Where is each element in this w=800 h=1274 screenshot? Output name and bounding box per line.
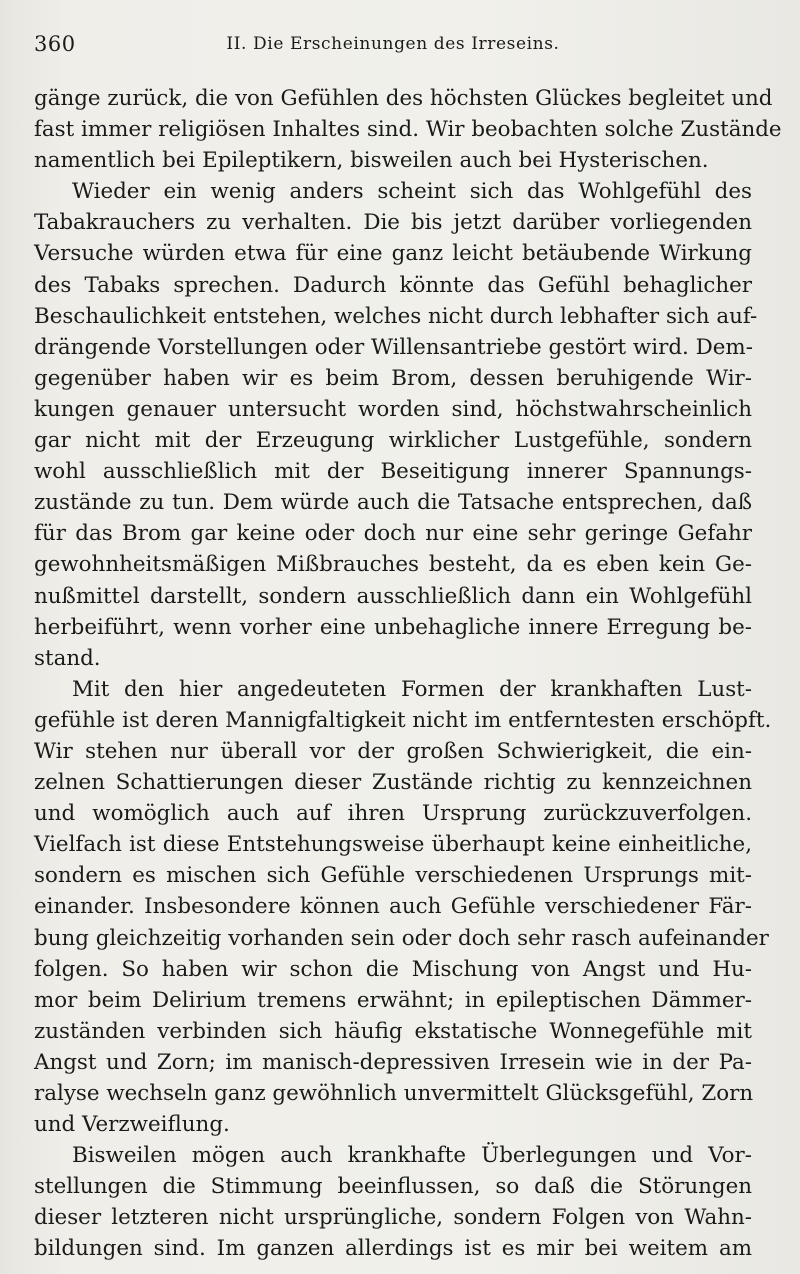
text-line: und Verzweiflung.	[34, 1112, 230, 1138]
text-line: und womöglich auch auf ihren Ursprung zurückzuverfolgen.	[34, 801, 752, 827]
text-line: zustände zu tun. Dem würde auch die Tatsache entsprechen, daß	[34, 490, 752, 516]
text-line: gewohnheitsmäßigen Mißbrauches besteht, da es eben kein Ge-	[34, 552, 752, 578]
text-line: zelnen Schattierungen dieser Zustände richtig zu kennzeichnen	[34, 770, 752, 796]
text-line: Wieder ein wenig anders scheint sich das Wohlgefühl des	[72, 179, 752, 205]
text-line: mor beim Delirium tremens erwähnt; in epileptischen Dämmer-	[34, 987, 752, 1013]
text-line: stand.	[34, 645, 101, 671]
text-line: nußmittel darstellt, sondern ausschließlich dann ein Wohlgefühl	[34, 583, 752, 609]
text-line: Beschaulichkeit entstehen, welches nicht durch lebhafter sich auf-	[34, 303, 758, 329]
text-line: für das Brom gar keine oder doch nur eine sehr geringe Gefahr	[34, 521, 752, 547]
text-line: gefühle ist deren Mannigfaltigkeit nicht im entferntesten erschöpft.	[34, 707, 772, 733]
text-line: wohl ausschließlich mit der Beseitigung innerer Spannungs-	[34, 459, 752, 485]
text-line: zuständen verbinden sich häufig ekstatische Wonnegefühle mit	[34, 1018, 752, 1044]
body-text	[34, 83, 782, 1265]
text-line: Versuche würden etwa für eine ganz leicht betäubende Wirkung	[34, 241, 752, 267]
running-head: II. Die Erscheinungen des Irreseins.	[226, 34, 560, 54]
page-header	[34, 30, 752, 60]
text-line: sondern es mischen sich Gefühle verschiedenen Ursprungs mit-	[34, 863, 752, 889]
text-line: gänge zurück, die von Gefühlen des höchsten Glückes begleitet und	[34, 86, 773, 111]
text-line: kungen genauer untersucht worden sind, höchstwahrscheinlich	[34, 396, 752, 422]
text-line: stellungen die Stimmung beeinflussen, so daß die Störungen	[34, 1174, 752, 1200]
text-line: herbeiführt, wenn vorher eine unbehagliche innere Erregung be-	[34, 614, 752, 640]
text-line: namentlich bei Epileptikern, bisweilen auch bei Hysterischen.	[34, 148, 709, 174]
text-line: einander. Insbesondere können auch Gefühle verschiedener Fär-	[34, 894, 752, 920]
text-line: bildungen sind. Im ganzen allerdings ist es mir bei weitem am	[34, 1236, 752, 1262]
text-line: Tabakrauchers zu verhalten. Die bis jetzt darüber vorliegenden	[34, 210, 752, 236]
page-number: 360	[34, 32, 76, 56]
text-line: Angst und Zorn; im manisch-depressiven Irresein wie in der Pa-	[34, 1049, 752, 1075]
text-line: Wir stehen nur überall vor der großen Schwierigkeit, die ein-	[34, 738, 752, 764]
text-line: folgen. So haben wir schon die Mischung von Angst und Hu-	[34, 956, 752, 982]
text-line: bung gleichzeitig vorhanden sein oder doch sehr rasch aufeinander	[34, 925, 769, 951]
text-line: drängende Vorstellungen oder Willensantriebe gestört wird. Dem-	[34, 334, 753, 360]
text-line: Vielfach ist diese Entstehungsweise überhaupt keine einheitliche,	[34, 832, 752, 858]
text-line: Bisweilen mögen auch krankhafte Überlegungen und Vor-	[72, 1143, 752, 1169]
text-line: gegenüber haben wir es beim Brom, dessen beruhigende Wir-	[34, 365, 752, 391]
text-line: Mit den hier angedeuteten Formen der krankhaften Lust-	[72, 676, 752, 702]
text-line: des Tabaks sprechen. Dadurch könnte das Gefühl behaglicher	[34, 272, 752, 298]
text-line: fast immer religiösen Inhaltes sind. Wir beobachten solche Zustände	[34, 117, 782, 143]
text-line: ralyse wechseln ganz gewöhnlich unvermittelt Glücksgefühl, Zorn	[34, 1081, 754, 1106]
text-line: dieser letzteren nicht ursprüngliche, sondern Folgen von Wahn-	[34, 1205, 752, 1231]
text-line: gar nicht mit der Erzeugung wirklicher Lustgefühle, sondern	[34, 428, 752, 454]
